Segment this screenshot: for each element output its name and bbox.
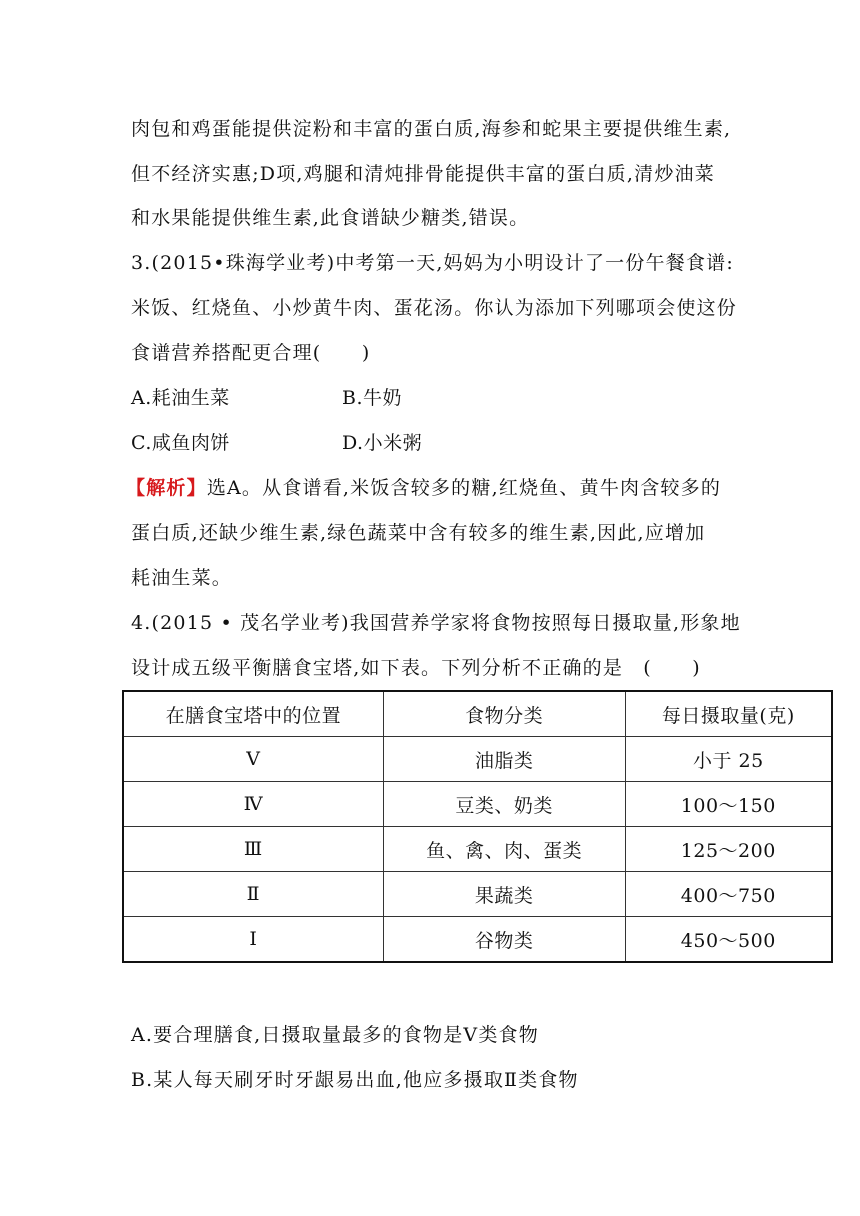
table-cell: Ⅲ [123,827,383,872]
table-header: 每日摄取量(克) [625,691,832,737]
table-header: 食物分类 [383,691,625,737]
table-row [123,827,832,872]
text-line: 肉包和鸡蛋能提供淀粉和丰富的蛋白质,海参和蛇果主要提供维生素, [131,118,732,140]
option-b: B.牛奶 [342,387,403,409]
text-line: 但不经济实惠;D项,鸡腿和清炖排骨能提供丰富的蛋白质,清炒油菜 [131,163,715,185]
table-cell: 豆类、奶类 [383,782,625,827]
question-stem-line: 食谱营养搭配更合理( ) [131,342,371,364]
table-cell: 450～500 [625,917,832,963]
option-a: A.耗油生菜 [131,387,230,409]
option-a: A.要合理膳食,日摄取量最多的食物是Ⅴ类食物 [131,1024,539,1046]
table-header-row [123,691,832,737]
question-stem-line: 4.(2015 • 茂名学业考)我国营养学家将食物按照每日摄取量,形象地 [131,612,741,634]
option-c: C.咸鱼肉饼 [131,432,230,454]
table-cell: Ⅳ [123,782,383,827]
table-header: 在膳食宝塔中的位置 [123,691,383,737]
table-cell: 400～750 [625,872,832,917]
table-row [123,782,832,827]
table-row [123,737,832,782]
question-stem-line: 米饭、红烧鱼、小炒黄牛肉、蛋花汤。你认为添加下列哪项会使这份 [131,297,738,319]
table-cell: 100～150 [625,782,832,827]
option-b: B.某人每天刷牙时牙龈易出血,他应多摄取Ⅱ类食物 [131,1069,579,1091]
analysis-line: 蛋白质,还缺少维生素,绿色蔬菜中含有较多的维生素,因此,应增加 [131,522,706,544]
table-cell: 125～200 [625,827,832,872]
food-pyramid-table [122,690,833,963]
analysis-text: 选A。从食谱看,米饭含较多的糖,红烧鱼、黄牛肉含较多的 [206,477,722,499]
table-cell: 油脂类 [383,737,625,782]
table-cell: 谷物类 [383,917,625,963]
option-d: D.小米粥 [342,432,423,454]
question-stem-line: 设计成五级平衡膳食宝塔,如下表。下列分析不正确的是 ( ) [131,657,701,679]
table-row [123,872,832,917]
analysis-tag: 【解析】 [126,477,207,499]
table-cell: V [123,737,383,782]
table-cell: 果蔬类 [383,872,625,917]
table-cell: Ⅱ [123,872,383,917]
table-cell: 小于 25 [625,737,832,782]
analysis-line: 耗油生菜。 [131,567,233,589]
table-cell: 鱼、禽、肉、蛋类 [383,827,625,872]
text-line: 和水果能提供维生素,此食谱缺少糖类,错误。 [131,207,530,229]
question-stem-line: 3.(2015•珠海学业考)中考第一天,妈妈为小明设计了一份午餐食谱: [131,252,734,274]
table-row [123,917,832,963]
table-cell: I [123,917,383,963]
analysis-line [126,476,721,500]
